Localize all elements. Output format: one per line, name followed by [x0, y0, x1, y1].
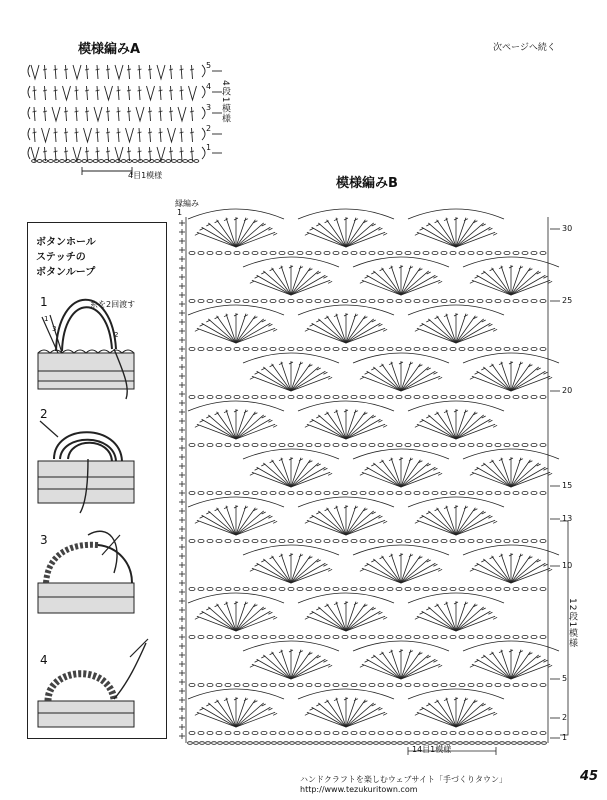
step-2-illustration [38, 421, 134, 513]
buttonhole-title-line-2: ステッチの [36, 252, 86, 263]
thread-mark-2: 2 [114, 331, 119, 339]
pattern-a-row-3: 3 [206, 103, 212, 112]
pattern-b-row-5: 5 [562, 674, 568, 683]
step-3-label: 3 [40, 533, 48, 547]
pattern-b-row-2: 2 [562, 713, 568, 722]
buttonhole-note: 糸を2回渡す [90, 300, 136, 309]
pattern-b-row-13: 13 [562, 514, 573, 523]
page-number: 45 [580, 769, 599, 784]
step-4-illustration [38, 639, 148, 727]
step-2-label: 2 [40, 407, 48, 421]
buttonhole-illustrations [28, 223, 166, 738]
pattern-b-edge-label: 縁編み [175, 199, 199, 208]
pattern-b-chart [176, 195, 576, 760]
buttonhole-title-line-1: ボタンホール [36, 237, 96, 248]
continued-note: 次ページへ続く [493, 43, 556, 53]
step-4-label: 4 [40, 653, 48, 667]
pattern-a-row-5: 5 [206, 61, 212, 70]
pattern-a-chart [22, 55, 237, 185]
thread-mark-3: 3 [52, 325, 57, 333]
pattern-b-edge-marker: 1 [177, 208, 183, 217]
pattern-a-row-2: 2 [206, 124, 212, 133]
pattern-a-row-1: 1 [206, 143, 212, 152]
footer-text: ハンドクラフトを楽しむウェブサイト「手づくりタウン」http://www.tezukuritown.com [300, 775, 507, 794]
pattern-b-row-1: 1 [562, 733, 568, 742]
step-1-illustration [38, 300, 134, 399]
pattern-b-stitches [179, 209, 568, 755]
step-3-illustration [38, 531, 134, 613]
pattern-a-title: 模様編みA [78, 42, 141, 57]
pattern-a-row-4: 4 [206, 82, 212, 91]
pattern-b-row-20: 20 [562, 386, 573, 395]
pattern-b-row-30: 30 [562, 224, 573, 233]
buttonhole-panel [27, 222, 167, 739]
pattern-b-row-25: 25 [562, 296, 573, 305]
pattern-b-repeat-side-label: 12段1模様 [567, 598, 577, 649]
pattern-b-row-10: 10 [562, 561, 573, 570]
buttonhole-title-line-3: ボタンループ [36, 267, 96, 278]
pattern-b-repeat-bottom-label: 14目1模様 [412, 745, 452, 754]
pattern-a-repeat-bottom-label: 4目1模様 [128, 171, 163, 180]
pattern-a-repeat-side-label: 4段1模様 [220, 80, 230, 124]
thread-mark-1: 1 [44, 315, 49, 323]
pattern-b-title: 模様編みB [336, 176, 398, 191]
step-1-label: 1 [40, 295, 48, 309]
pattern-a-stitches [28, 65, 222, 175]
pattern-b-row-15: 15 [562, 481, 573, 490]
